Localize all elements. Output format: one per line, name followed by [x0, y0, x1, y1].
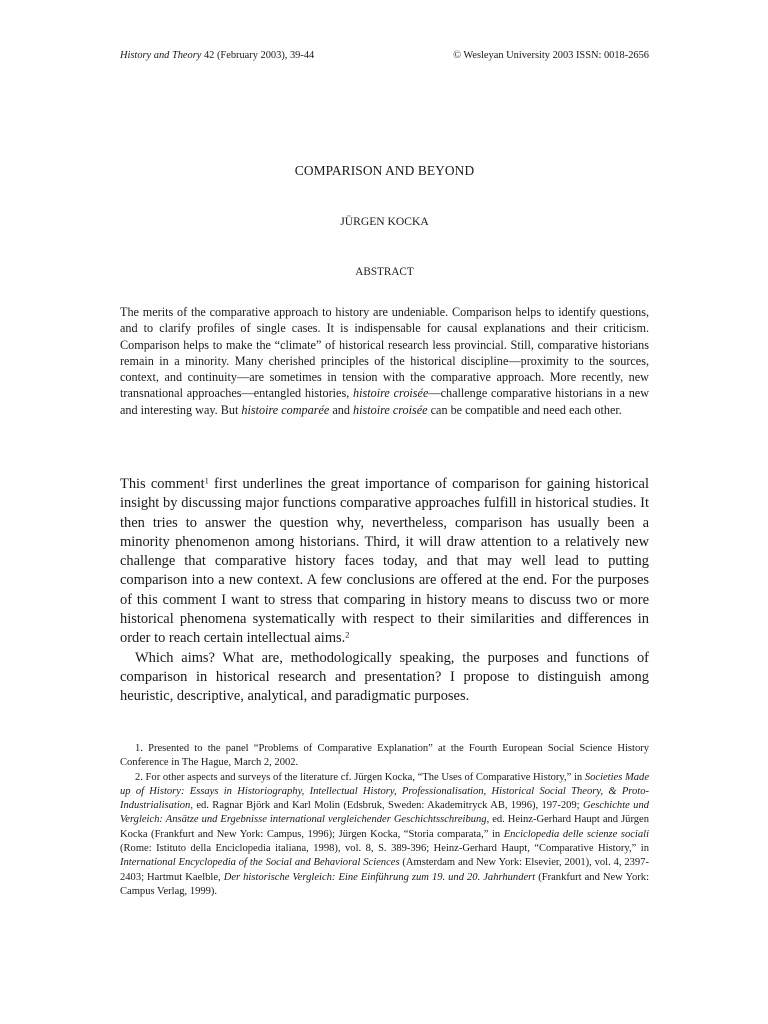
footnote-1: 1. Presented to the panel “Problems of Comparative Explanation” at the Fourth European Social Science History Conference in The Hague, March 2, 2002. [120, 743, 649, 769]
body-paragraph-2: Which aims? What are, methodologically speaking, the purposes and functions of comparison in historical research and presentation? I propose to distinguish among heuristic, descriptive, analytical, and paradigmatic purposes. [120, 649, 649, 705]
abstract-emphasis-2: histoire comparée [241, 402, 330, 417]
article-title: COMPARISON AND BEYOND [294, 163, 475, 178]
abstract-part-2: —challenge comparative historians in a new and interesting way. But [120, 386, 650, 417]
body-p1-start: This comment [120, 476, 205, 492]
journal-citation [120, 49, 314, 63]
footnote-2-text: 2. For other aspects and surveys of the literature cf. Jürgen Kocka, “The Uses of Comparative History,” in [135, 771, 585, 783]
footnotes [120, 742, 649, 899]
footnote-2-title: Societies Made up of History: Essays in Historiography, Intellectual History, Professionalisation, Historical Social Theory, & Proto-Industrialisation [120, 771, 649, 812]
footnote-2 [120, 771, 649, 900]
body-text [120, 475, 649, 707]
footnote-2-title: Der historische Vergleich: Eine Einführung zum 19. und 20. Jahrhundert [223, 871, 536, 883]
abstract-emphasis-1: histoire croisée [353, 386, 429, 401]
abstract-part-1: The merits of the comparative approach to history are undeniable. Comparison helps to identify questions, and to clarify profiles of single cases. It is indispensable for causal explanations and their criticism. Comparison helps to make the “climate” of historical research less provincial. Still, comparative historians remain in a minority. Many cherished principles of the historical discipline—proximity to the sources, context, and continuity—are sometimes in tension with the comparative approach. More recently, new transnational approaches—entangled histories, [120, 305, 649, 401]
abstract-text [120, 304, 649, 418]
footnote-ref-2[interactable]: 2 [345, 630, 350, 640]
body-paragraph-1 [120, 475, 649, 649]
footnote-2-title: International Encyclopedia of the Social and Behavioral Sciences [120, 857, 400, 869]
journal-issue: 42 (February 2003), 39-44 [201, 50, 315, 61]
copyright-notice: © Wesleyan University 2003 ISSN: 0018-2656 [453, 50, 649, 61]
footnote-ref-1[interactable]: 1 [204, 476, 209, 486]
abstract-part-4: can be compatible and need each other. [427, 402, 622, 417]
footnote-2-text: (Amsterdam and New York: Elsevier, 2001), vol. 4, 2397-2403; Hartmut Kaelble, [120, 857, 649, 883]
footnote-2-text: , ed. Ragnar Björk and Karl Molin (Edsbruk, Sweden: Akademitryck AB, 1996), 197-209; [190, 800, 583, 812]
footnote-2-text: (Rome: Istituto della Enciclopedia italiana, 1998), vol. 8, S. 389-396; Heinz-Gerhard Haupt, “Comparative History,” in [120, 843, 649, 855]
abstract-emphasis-3: histoire croisée [353, 402, 428, 417]
footnote-2-title: Geschichte und Vergleich: Ansätze und Ergebnisse international vergleichender Geschichtsschreibung [120, 800, 649, 826]
footnote-2-title: Enciclopedia delle scienze sociali [503, 828, 649, 840]
footnote-2-text: (Frankfurt and New York: Campus Verlag, 1999). [120, 871, 649, 897]
body-p1-text: first underlines the great importance of comparison for gaining historical insight by discussing major functions comparative approaches fulfill in historical studies. It then tries to answer the question why, nevertheless, comparison has usually been a minority phenomenon among historians. Third, it will draw attention to a relatively new challenge that comparative history faces today, and that may well lead to putting comparison into a new context. A few conclusions are offered at the end. For the purposes of this comment I want to stress that comparing in history means to discuss two or more historical phenomena systematically with respect to their similarities and differences in order to reach certain intellectual aims. [120, 476, 649, 647]
running-head [120, 49, 649, 63]
abstract-part-3: and [329, 402, 353, 417]
abstract-heading: ABSTRACT [355, 266, 414, 278]
footnote-2-text: , ed. Heinz-Gerhard Haupt and Jürgen Kocka (Frankfurt and New York: Campus, 1996); Jürgen Kocka, “Storia comparata,” in [120, 814, 649, 840]
journal-name: History and Theory [120, 50, 202, 61]
article-author: JÜRGEN KOCKA [340, 215, 429, 228]
